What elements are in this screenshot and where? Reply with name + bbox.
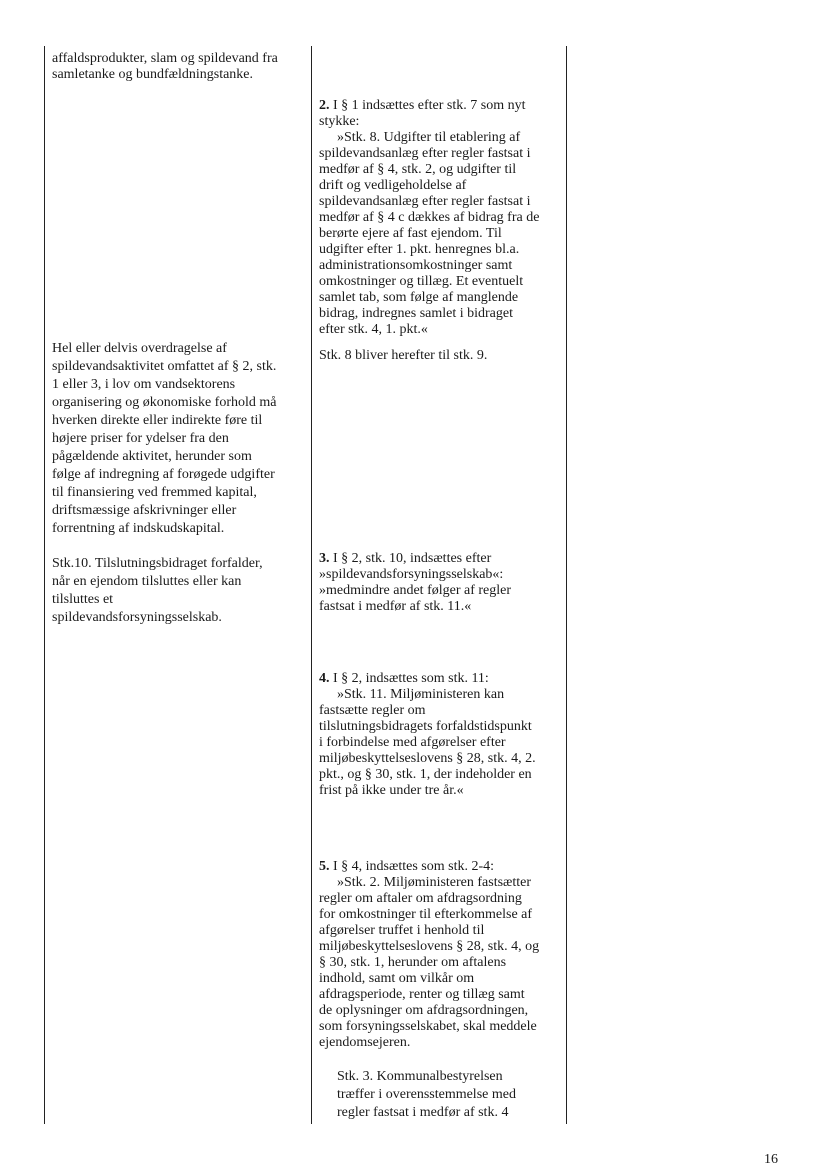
amendment-item-2: 2. I § 1 indsættes efter stk. 7 som nyt stykke: »Stk. 8. Udgifter til etablering af spildevandsanlæg efter regler fastsat i medfør af § 4, stk. 2, og udgifter til drift og vedligeholdelse af spildevandsanlæg efter regler fastsat i medfør af § 4 c dækkes af bidrag fra de berørte ejere af fast ejendom. Til udgifter efter 1. pkt. henregnes bl.a. administrationsomkostninger samt omkostninger og tillæg. Et eventuelt samlet tab, som følge af manglende bidrag, indregnes samlet i bidraget efter stk. 4, 1. pkt.«: [319, 98, 540, 337]
left-paragraph-stk10: Stk.10. Tilslutningsbidraget forfalder, når en ejendom tilsluttes eller kan tilsluttes et spildevandsforsyningsselskab.: [52, 556, 263, 625]
amendment-item-4: 4. I § 2, indsættes som stk. 11: »Stk. 11. Miljøministeren kan fastsætte regler om tilslutningsbidragets forfaldstidspunkt i forbindelse med afgørelser efter miljøbeskyttelseslovens § 28, stk. 4, 2. pkt., og § 30, stk. 1, der indeholder en frist på ikke under tre år.«: [319, 671, 536, 798]
amendment-item-5: 5. I § 4, indsættes som stk. 2-4: »Stk. 2. Miljøministeren fastsætter regler om aftaler om afdragsordning for omkostninger til efterkommelse af afgørelser truffet i henhold til miljøbeskyttelseslovens § 28, stk. 4, og § 30, stk. 1, herunder om aftalens indhold, samt om vilkår om afdragsperiode, renter og tillæg samt de oplysninger om afdragsordningen, som forsyningsselskabet, skal meddele ejendomsejeren.: [319, 859, 540, 1050]
item-number: 2.: [319, 98, 330, 113]
stk8-renumber-note: Stk. 8 bliver herefter til stk. 9.: [319, 348, 488, 363]
page-number: 16: [764, 1152, 778, 1167]
middle-column-rule: [311, 46, 312, 1124]
left-column-rule: [44, 46, 45, 1124]
left-top-text: affaldsprodukter, slam og spildevand fra samletanke og bundfældningstanke.: [52, 51, 278, 82]
amendment-item-3: 3. I § 2, stk. 10, indsættes efter »spildevandsforsyningsselskab«: »medmindre andet følger af regler fastsat i medfør af stk. 11.«: [319, 551, 512, 614]
right-column-rule: [566, 46, 567, 1124]
left-paragraph-overdragelse: Hel eller delvis overdragelse af spildevandsaktivitet omfattet af § 2, stk. 1 eller 3, i lov om vandsektorens organisering og økonomiske forhold må hverken direkte eller indirekte føre til højere priser for ydelser fra den pågældende aktivitet, herunder som følge af indregning af forøgede udgifter til finansiering ved fremmed kapital, driftsmæssige afskrivninger eller forrentning af indskudskapital.: [52, 341, 277, 536]
item-number: 4.: [319, 671, 330, 686]
item-number: 3.: [319, 551, 330, 566]
item-number: 5.: [319, 859, 330, 874]
stk3-paragraph: Stk. 3. Kommunalbestyrelsen træffer i overensstemmelse med regler fastsat i medfør af stk. 4: [337, 1069, 516, 1120]
